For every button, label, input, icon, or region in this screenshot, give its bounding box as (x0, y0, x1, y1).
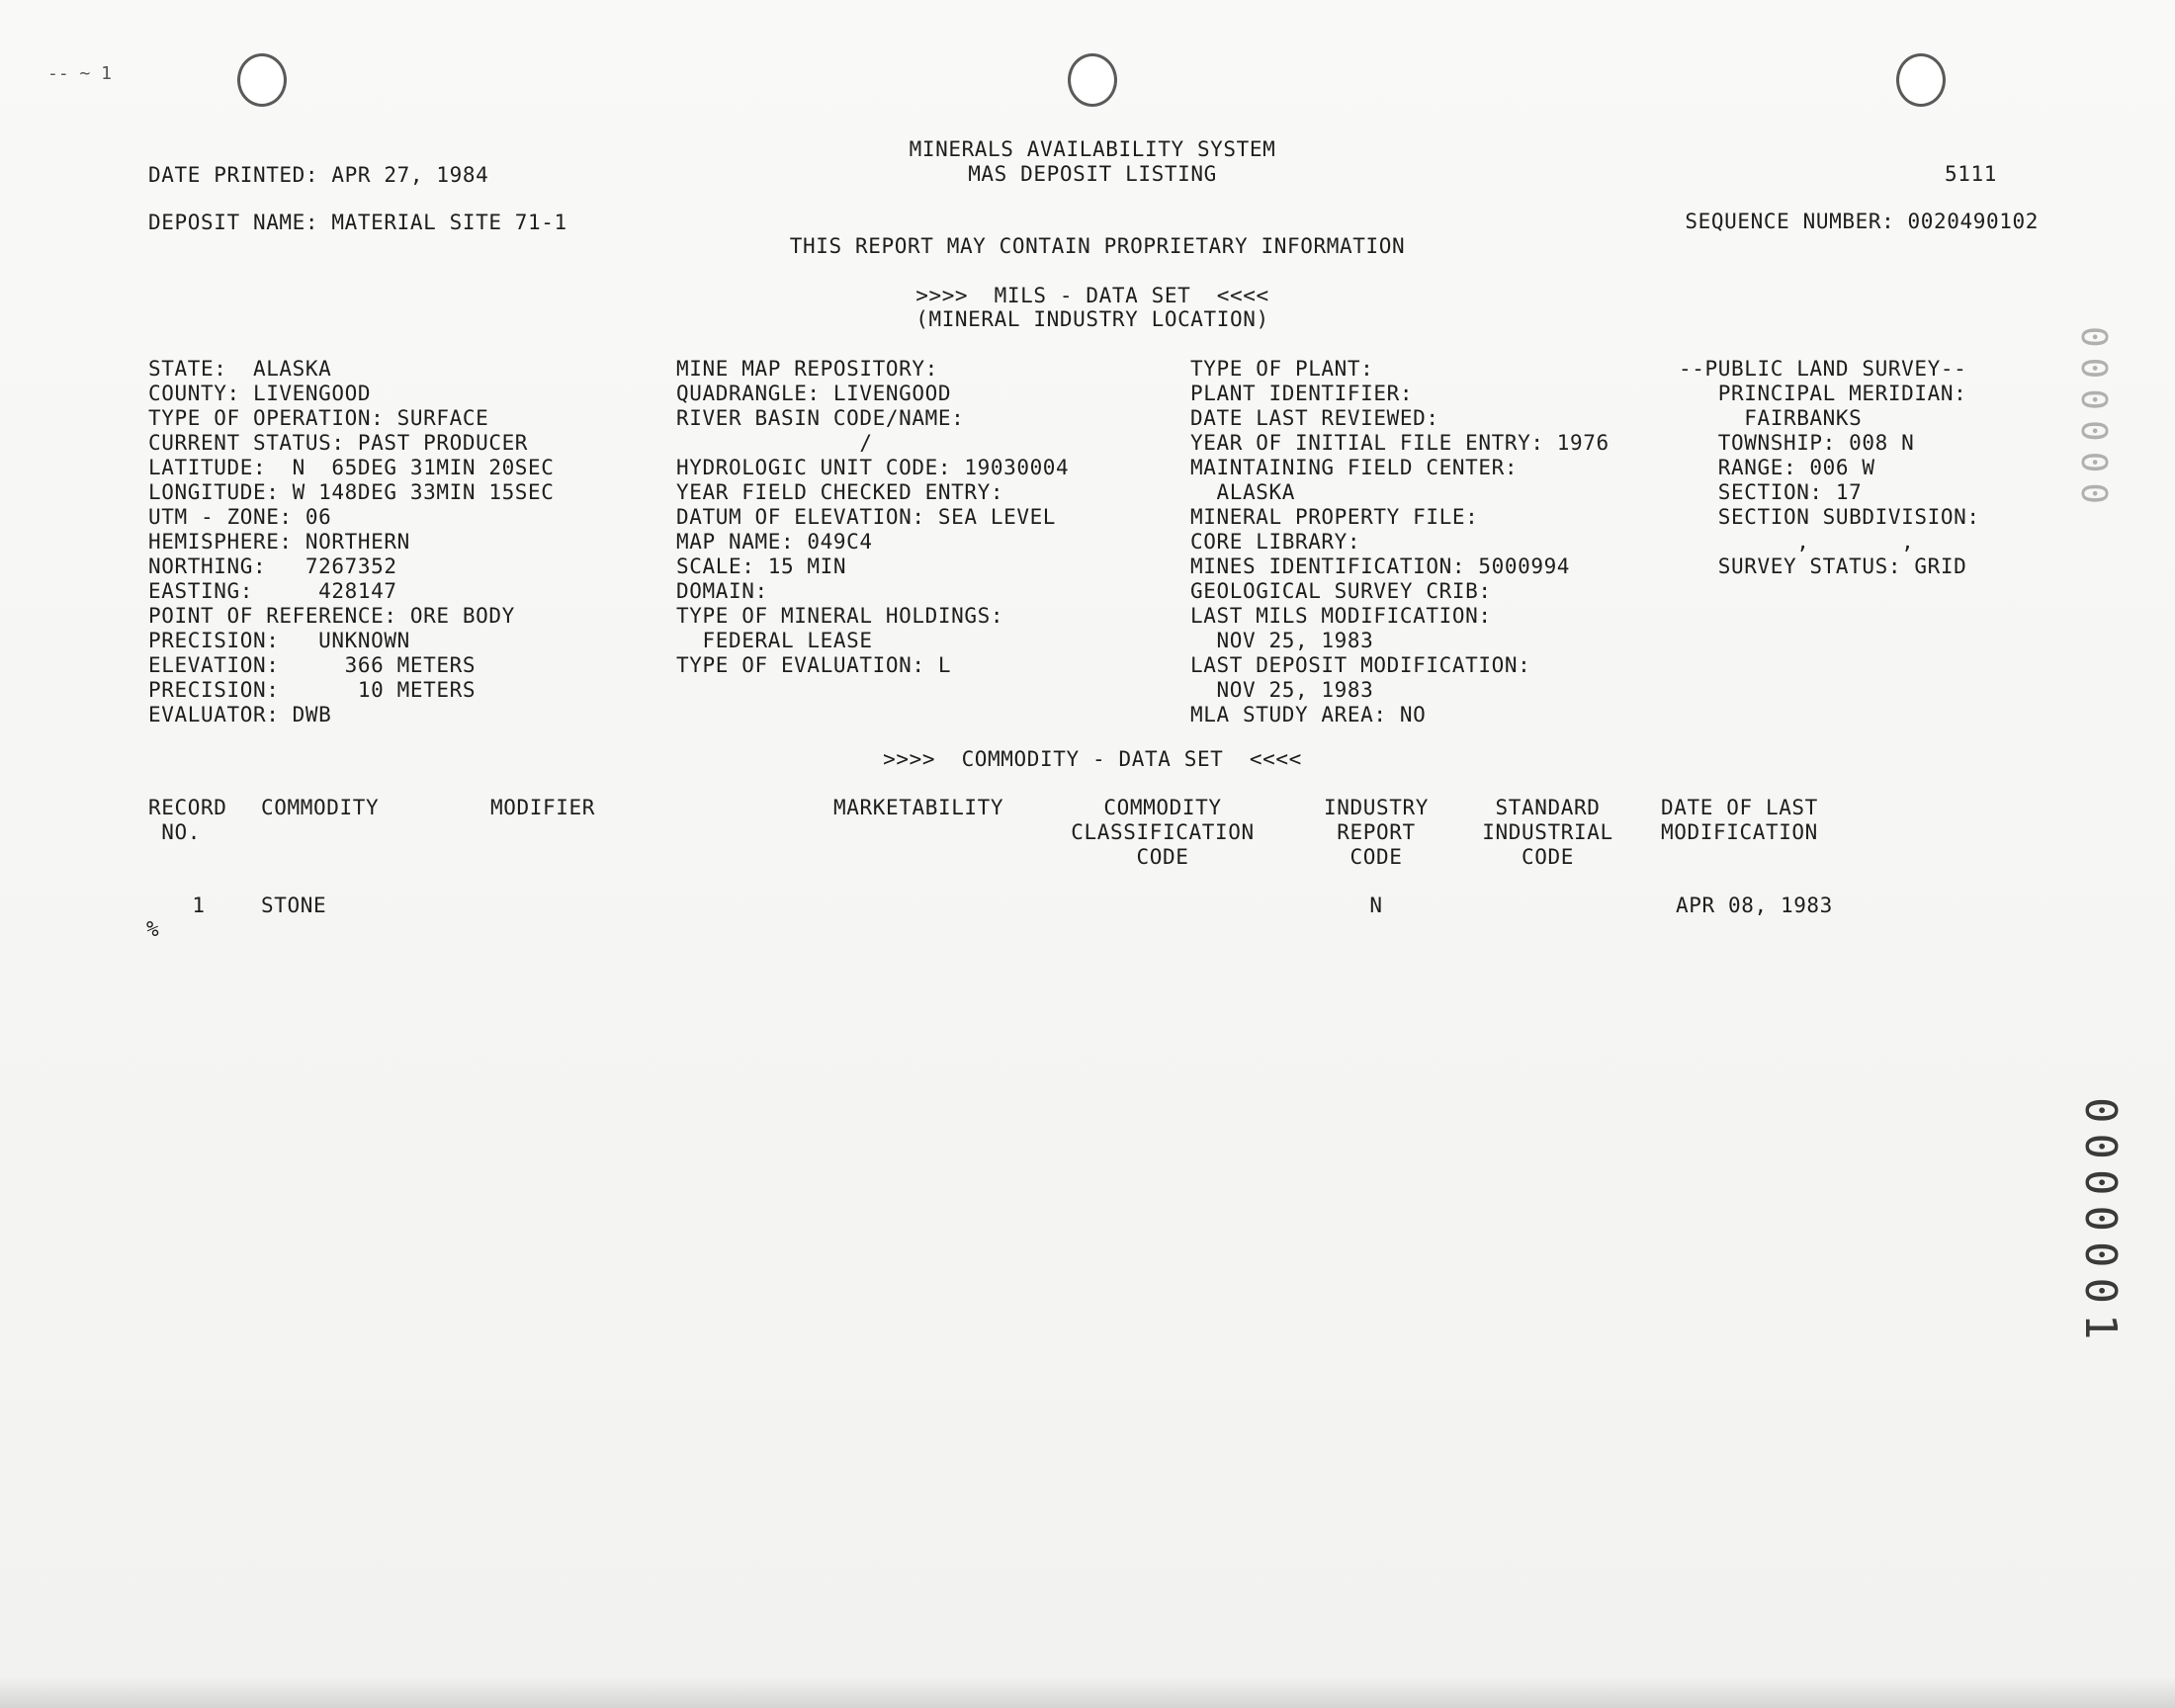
header-line: REPORT (1337, 820, 1416, 844)
header-commodity (261, 796, 379, 820)
field-line: CORE LIBRARY: (1190, 530, 1361, 554)
field-line: LAST MILS MODIFICATION: (1190, 604, 1492, 628)
mils-title: >>>> MILS - DATA SET <<<< (915, 284, 1269, 307)
row-last-modification: APR 08, 1983 (1676, 894, 1833, 917)
margin-stamp-lower: 0000001 (2075, 1097, 2126, 1350)
field-line: NOV 25, 1983 (1190, 678, 1374, 702)
field-line: LAST DEPOSIT MODIFICATION: (1190, 653, 1531, 677)
field-line: UTM - ZONE: 06 (148, 505, 332, 529)
header-line: MODIFICATION (1661, 820, 1818, 844)
field-line: TOWNSHIP: 008 N (1679, 431, 1915, 455)
field-line: MLA STUDY AREA: NO (1190, 703, 1427, 726)
field-line: SECTION SUBDIVISION: (1679, 505, 1980, 529)
listing-title: MAS DEPOSIT LISTING (968, 162, 1217, 186)
field-line: TYPE OF OPERATION: SURFACE (148, 406, 489, 430)
field-line: MINERAL PROPERTY FILE: (1190, 505, 1479, 529)
field-line: POINT OF REFERENCE: ORE BODY (148, 604, 515, 628)
header-line: DATE OF LAST (1661, 796, 1818, 819)
field-line: LATITUDE: N 65DEG 31MIN 20SEC (148, 456, 555, 479)
field-line: MINE MAP REPOSITORY: (676, 357, 938, 381)
field-line: RANGE: 006 W (1679, 456, 1875, 479)
field-line: SCALE: 15 MIN (676, 555, 847, 578)
mils-column-records (1190, 357, 1610, 727)
header-line: INDUSTRIAL (1482, 820, 1613, 844)
system-title: MINERALS AVAILABILITY SYSTEM (909, 137, 1276, 161)
field-line: YEAR FIELD CHECKED ENTRY: (676, 480, 1004, 504)
header-classification (1064, 796, 1262, 870)
corner-marks: -- ~ 1 (47, 63, 113, 84)
row-record-no: 1 (192, 894, 206, 917)
header-line: MODIFIER (490, 796, 595, 819)
mils-column-map (676, 357, 1069, 678)
field-line: RIVER BASIN CODE/NAME: (676, 406, 965, 430)
header-line: MARKETABILITY (833, 796, 1004, 819)
field-line: PLANT IDENTIFIER: (1190, 382, 1414, 405)
field-line: ALASKA (1190, 480, 1295, 504)
margin-stamp-upper: 000000 (2073, 326, 2114, 515)
field-line: FAIRBANKS (1679, 406, 1863, 430)
header-modifier (490, 796, 595, 820)
field-line: TYPE OF EVALUATION: L (676, 653, 952, 677)
header-line: CODE (1522, 845, 1574, 869)
field-line: MINES IDENTIFICATION: 5000994 (1190, 555, 1571, 578)
page-number: 5111 (1945, 162, 1997, 186)
mils-column-location (148, 357, 555, 727)
field-line: ELEVATION: 366 METERS (148, 653, 477, 677)
field-line: EASTING: 428147 (148, 579, 397, 603)
field-line: NOV 25, 1983 (1190, 629, 1374, 652)
row-industry-report-code: N (1369, 894, 1383, 917)
field-line: TYPE OF PLANT: (1190, 357, 1374, 381)
field-line: COUNTY: LIVENGOOD (148, 382, 372, 405)
field-line: TYPE OF MINERAL HOLDINGS: (676, 604, 1004, 628)
punch-hole-right (1896, 53, 1946, 107)
header-line: CODE (1136, 845, 1189, 869)
header-marketability (833, 796, 1003, 820)
field-line: PRECISION: UNKNOWN (148, 629, 410, 652)
field-line: STATE: ALASKA (148, 357, 332, 381)
header-line: CODE (1349, 845, 1403, 869)
punch-hole-center (1068, 53, 1117, 107)
header-record (148, 796, 226, 845)
commodity-title: >>>> COMMODITY - DATA SET <<<< (883, 747, 1302, 771)
field-line: SECTION: 17 (1679, 480, 1863, 504)
field-line: DATUM OF ELEVATION: SEA LEVEL (676, 505, 1057, 529)
punch-hole-left (237, 53, 287, 107)
mils-subtitle: (MINERAL INDUSTRY LOCATION) (915, 307, 1269, 331)
field-line: HEMISPHERE: NORTHERN (148, 530, 410, 554)
header-line: NO. (148, 820, 201, 844)
header-industry-report (1307, 796, 1445, 870)
field-line: YEAR OF INITIAL FILE ENTRY: 1976 (1190, 431, 1610, 455)
field-line: PRECISION: 10 METERS (148, 678, 477, 702)
end-of-record-mark: % (146, 917, 160, 941)
header-line: COMMODITY (261, 796, 380, 819)
field-line: CURRENT STATUS: PAST PRODUCER (148, 431, 529, 455)
sequence-number: SEQUENCE NUMBER: 0020490102 (1685, 210, 2039, 233)
field-line: EVALUATOR: DWB (148, 703, 332, 726)
field-line: DOMAIN: (676, 579, 768, 603)
field-line: --PUBLIC LAND SURVEY-- (1679, 357, 1967, 381)
header-line: INDUSTRY (1324, 796, 1429, 819)
field-line: MAP NAME: 049C4 (676, 530, 873, 554)
field-line: LONGITUDE: W 148DEG 33MIN 15SEC (148, 480, 555, 504)
field-line: NORTHING: 7267352 (148, 555, 397, 578)
header-line: RECORD (148, 796, 227, 819)
row-commodity: STONE (261, 894, 327, 917)
header-line: CLASSIFICATION (1071, 820, 1255, 844)
field-line: , , (1679, 530, 1915, 554)
header-standard-industrial (1471, 796, 1624, 870)
field-line: SURVEY STATUS: GRID (1679, 555, 1967, 578)
field-line: MAINTAINING FIELD CENTER: (1190, 456, 1519, 479)
field-line: FEDERAL LEASE (676, 629, 873, 652)
proprietary-notice: THIS REPORT MAY CONTAIN PROPRIETARY INFORMATION (789, 234, 1406, 258)
page-shadow (0, 1676, 2175, 1708)
header-line: STANDARD (1495, 796, 1601, 819)
field-line: HYDROLOGIC UNIT CODE: 19030004 (676, 456, 1070, 479)
field-line: PRINCIPAL MERIDIAN: (1679, 382, 1967, 405)
date-printed: DATE PRINTED: APR 27, 1984 (148, 163, 489, 187)
mils-column-land-survey (1679, 357, 1980, 579)
field-line: DATE LAST REVIEWED: (1190, 406, 1439, 430)
deposit-name: DEPOSIT NAME: MATERIAL SITE 71-1 (148, 211, 567, 234)
field-line: GEOLOGICAL SURVEY CRIB: (1190, 579, 1492, 603)
field-line: QUADRANGLE: LIVENGOOD (676, 382, 952, 405)
header-last-modification (1661, 796, 1818, 845)
header-line: COMMODITY (1103, 796, 1222, 819)
field-line: / (676, 431, 873, 455)
